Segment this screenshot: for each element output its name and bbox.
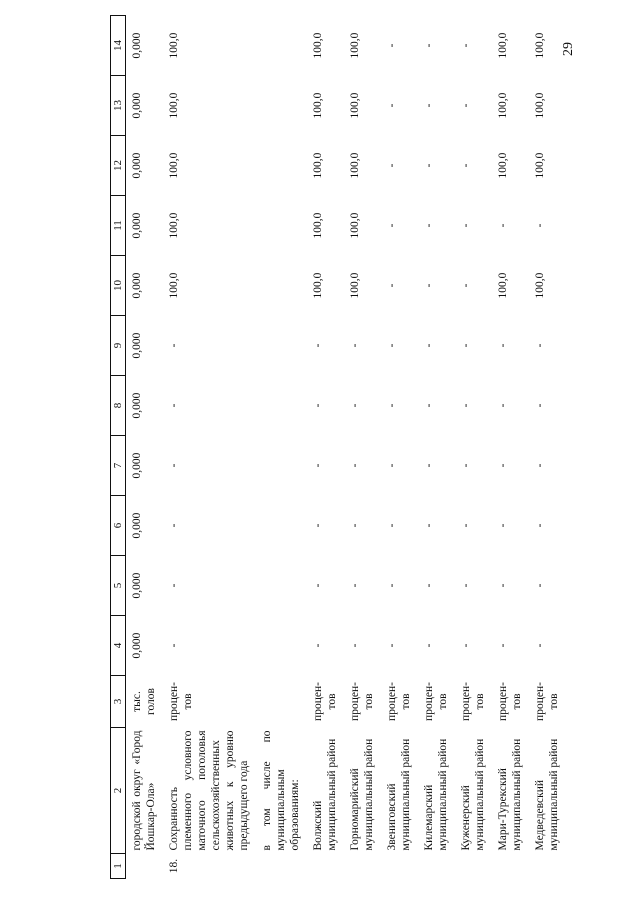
column-header: 6 <box>111 496 126 556</box>
row-number-cell: 18. <box>168 858 180 874</box>
unit-cell: процен-тов <box>423 682 449 721</box>
indicator-name-cell: Мари-Турекский муниципальный район <box>497 738 523 851</box>
value-cell: - <box>460 643 472 648</box>
value-cell: - <box>386 583 398 588</box>
value-cell: 0,000 <box>131 92 143 119</box>
value-cell: 0,000 <box>131 632 143 659</box>
value-cell: - <box>423 583 435 588</box>
row-number-cell <box>307 854 344 879</box>
table-row <box>163 16 256 879</box>
value-cell: - <box>168 403 180 408</box>
value-cell: 100,0 <box>534 32 546 59</box>
value-cell: 100,0 <box>168 92 180 119</box>
unit-cell: процен-тов <box>349 682 375 721</box>
value-cell: - <box>497 463 509 468</box>
value-cell: 100,0 <box>312 32 324 59</box>
value-cell: - <box>312 523 324 528</box>
table-row <box>344 16 381 879</box>
column-header: 14 <box>111 16 126 76</box>
column-header: 7 <box>111 436 126 496</box>
value-cell: - <box>534 643 546 648</box>
value-cell: - <box>349 403 361 408</box>
row-number-cell <box>256 854 307 879</box>
value-cell: - <box>497 223 509 228</box>
value-cell: - <box>312 583 324 588</box>
value-cell <box>256 16 307 76</box>
value-cell: - <box>497 643 509 648</box>
value-cell: - <box>423 43 435 48</box>
value-cell <box>256 256 307 316</box>
table-row <box>256 16 307 879</box>
value-cell: - <box>497 583 509 588</box>
column-header: 12 <box>111 136 126 196</box>
value-cell: - <box>497 523 509 528</box>
table-row <box>492 16 529 879</box>
value-cell <box>256 196 307 256</box>
column-header: 5 <box>111 556 126 616</box>
value-cell: - <box>534 403 546 408</box>
value-cell: - <box>312 463 324 468</box>
table-row <box>307 16 344 879</box>
value-cell <box>256 136 307 196</box>
value-cell: - <box>534 343 546 348</box>
value-cell: - <box>349 643 361 648</box>
value-cell: - <box>460 583 472 588</box>
unit-cell <box>256 676 307 728</box>
value-cell: - <box>423 283 435 288</box>
value-cell: - <box>386 463 398 468</box>
value-cell: 0,000 <box>131 212 143 239</box>
indicator-name-cell: Медведевский муниципальный район <box>534 738 560 851</box>
value-cell: - <box>423 103 435 108</box>
page-number: 29 <box>561 42 576 56</box>
value-cell: 100,0 <box>312 152 324 179</box>
value-cell: - <box>168 583 180 588</box>
value-cell: - <box>423 643 435 648</box>
unit-cell: процен-тов <box>497 682 523 721</box>
value-cell: - <box>423 223 435 228</box>
value-cell: 100,0 <box>497 152 509 179</box>
value-cell: - <box>168 643 180 648</box>
column-header: 8 <box>111 376 126 436</box>
unit-cell: процен-тов <box>534 682 560 721</box>
value-cell: - <box>168 523 180 528</box>
value-cell: - <box>497 343 509 348</box>
value-cell: - <box>534 583 546 588</box>
unit-cell: процен-тов <box>386 682 412 721</box>
value-cell: - <box>312 403 324 408</box>
indicator-name-cell: в том числе по муниципальным образованиям: <box>261 730 301 851</box>
value-cell: 100,0 <box>534 152 546 179</box>
value-cell: 100,0 <box>349 92 361 119</box>
column-header: 3 <box>111 676 126 728</box>
value-cell: 100,0 <box>534 272 546 299</box>
value-cell: 100,0 <box>312 212 324 239</box>
unit-cell: процен-тов <box>168 682 194 721</box>
value-cell: - <box>460 43 472 48</box>
row-number-cell <box>418 854 455 879</box>
unit-cell: процен-тов <box>312 682 338 721</box>
value-cell: - <box>386 283 398 288</box>
value-cell: - <box>349 583 361 588</box>
table-row <box>381 16 418 879</box>
value-cell: 100,0 <box>349 32 361 59</box>
value-cell: - <box>460 523 472 528</box>
data-table <box>110 15 566 879</box>
value-cell: 0,000 <box>131 392 143 419</box>
column-header: 11 <box>111 196 126 256</box>
value-cell: 0,000 <box>131 332 143 359</box>
indicator-name-cell: Горномарийский муниципальный район <box>349 738 375 851</box>
value-cell: - <box>312 643 324 648</box>
value-cell: - <box>386 223 398 228</box>
row-number-cell <box>344 854 381 879</box>
value-cell: 100,0 <box>534 92 546 119</box>
column-header: 10 <box>111 256 126 316</box>
value-cell: - <box>460 463 472 468</box>
value-cell: - <box>386 523 398 528</box>
value-cell: 100,0 <box>168 272 180 299</box>
value-cell <box>256 556 307 616</box>
value-cell <box>256 436 307 496</box>
indicator-name-cell: Волжский муниципальный район <box>312 738 338 851</box>
value-cell: - <box>349 523 361 528</box>
column-header: 9 <box>111 316 126 376</box>
indicator-name-cell: Звениговский муниципальный район <box>386 738 412 851</box>
table-row <box>529 16 566 879</box>
column-header-row <box>111 16 126 879</box>
value-cell: - <box>349 343 361 348</box>
value-cell: - <box>460 163 472 168</box>
value-cell: - <box>168 463 180 468</box>
value-cell <box>256 496 307 556</box>
column-header: 4 <box>111 616 126 676</box>
value-cell: 0,000 <box>131 572 143 599</box>
value-cell <box>256 616 307 676</box>
unit-cell: тыс. голов <box>131 688 157 715</box>
row-number-cell <box>126 854 164 879</box>
row-number-cell <box>381 854 418 879</box>
value-cell: - <box>386 343 398 348</box>
column-header: 1 <box>111 854 126 879</box>
indicator-name-cell: городской округ «Город Йошкар-Ола» <box>131 730 157 851</box>
value-cell: 100,0 <box>312 272 324 299</box>
value-cell: 0,000 <box>131 512 143 539</box>
value-cell: 0,000 <box>131 452 143 479</box>
value-cell: - <box>534 223 546 228</box>
unit-cell: процен-тов <box>460 682 486 721</box>
table-row <box>455 16 492 879</box>
value-cell: - <box>423 403 435 408</box>
value-cell: 100,0 <box>349 272 361 299</box>
value-cell: 100,0 <box>497 272 509 299</box>
value-cell: - <box>534 463 546 468</box>
rotated-table-container <box>110 16 560 879</box>
indicator-name-cell: Сохранность племенного условного маточного поголовья сельскохозяйственных животных к уровню предыдущего года <box>168 730 250 851</box>
value-cell: 0,000 <box>131 152 143 179</box>
value-cell: 100,0 <box>168 212 180 239</box>
indicator-name-cell: Куженерский муниципальный район <box>460 738 486 851</box>
value-cell: - <box>460 403 472 408</box>
column-header: 2 <box>111 728 126 854</box>
value-cell: 100,0 <box>168 32 180 59</box>
column-header: 13 <box>111 76 126 136</box>
value-cell: 100,0 <box>349 152 361 179</box>
value-cell: - <box>386 103 398 108</box>
value-cell: - <box>423 523 435 528</box>
value-cell: 100,0 <box>312 92 324 119</box>
value-cell <box>256 76 307 136</box>
indicator-name-cell: Килемарский муниципальный район <box>423 738 449 851</box>
value-cell <box>256 376 307 436</box>
value-cell: - <box>497 403 509 408</box>
value-cell: 100,0 <box>168 152 180 179</box>
value-cell: - <box>460 103 472 108</box>
table-row <box>418 16 455 879</box>
value-cell: - <box>312 343 324 348</box>
value-cell: - <box>460 223 472 228</box>
value-cell: - <box>386 403 398 408</box>
value-cell: 100,0 <box>497 92 509 119</box>
value-cell: - <box>423 343 435 348</box>
value-cell: 100,0 <box>497 32 509 59</box>
value-cell: - <box>168 343 180 348</box>
value-cell: - <box>386 163 398 168</box>
value-cell: - <box>386 643 398 648</box>
table-row <box>126 16 164 879</box>
value-cell: 0,000 <box>131 32 143 59</box>
value-cell: - <box>534 523 546 528</box>
value-cell: - <box>423 163 435 168</box>
value-cell: - <box>460 343 472 348</box>
row-number-cell <box>529 854 566 879</box>
row-number-cell <box>455 854 492 879</box>
value-cell: - <box>423 463 435 468</box>
value-cell <box>256 316 307 376</box>
value-cell: - <box>460 283 472 288</box>
row-number-cell <box>492 854 529 879</box>
value-cell: 100,0 <box>349 212 361 239</box>
value-cell: - <box>386 43 398 48</box>
value-cell: - <box>349 463 361 468</box>
value-cell: 0,000 <box>131 272 143 299</box>
